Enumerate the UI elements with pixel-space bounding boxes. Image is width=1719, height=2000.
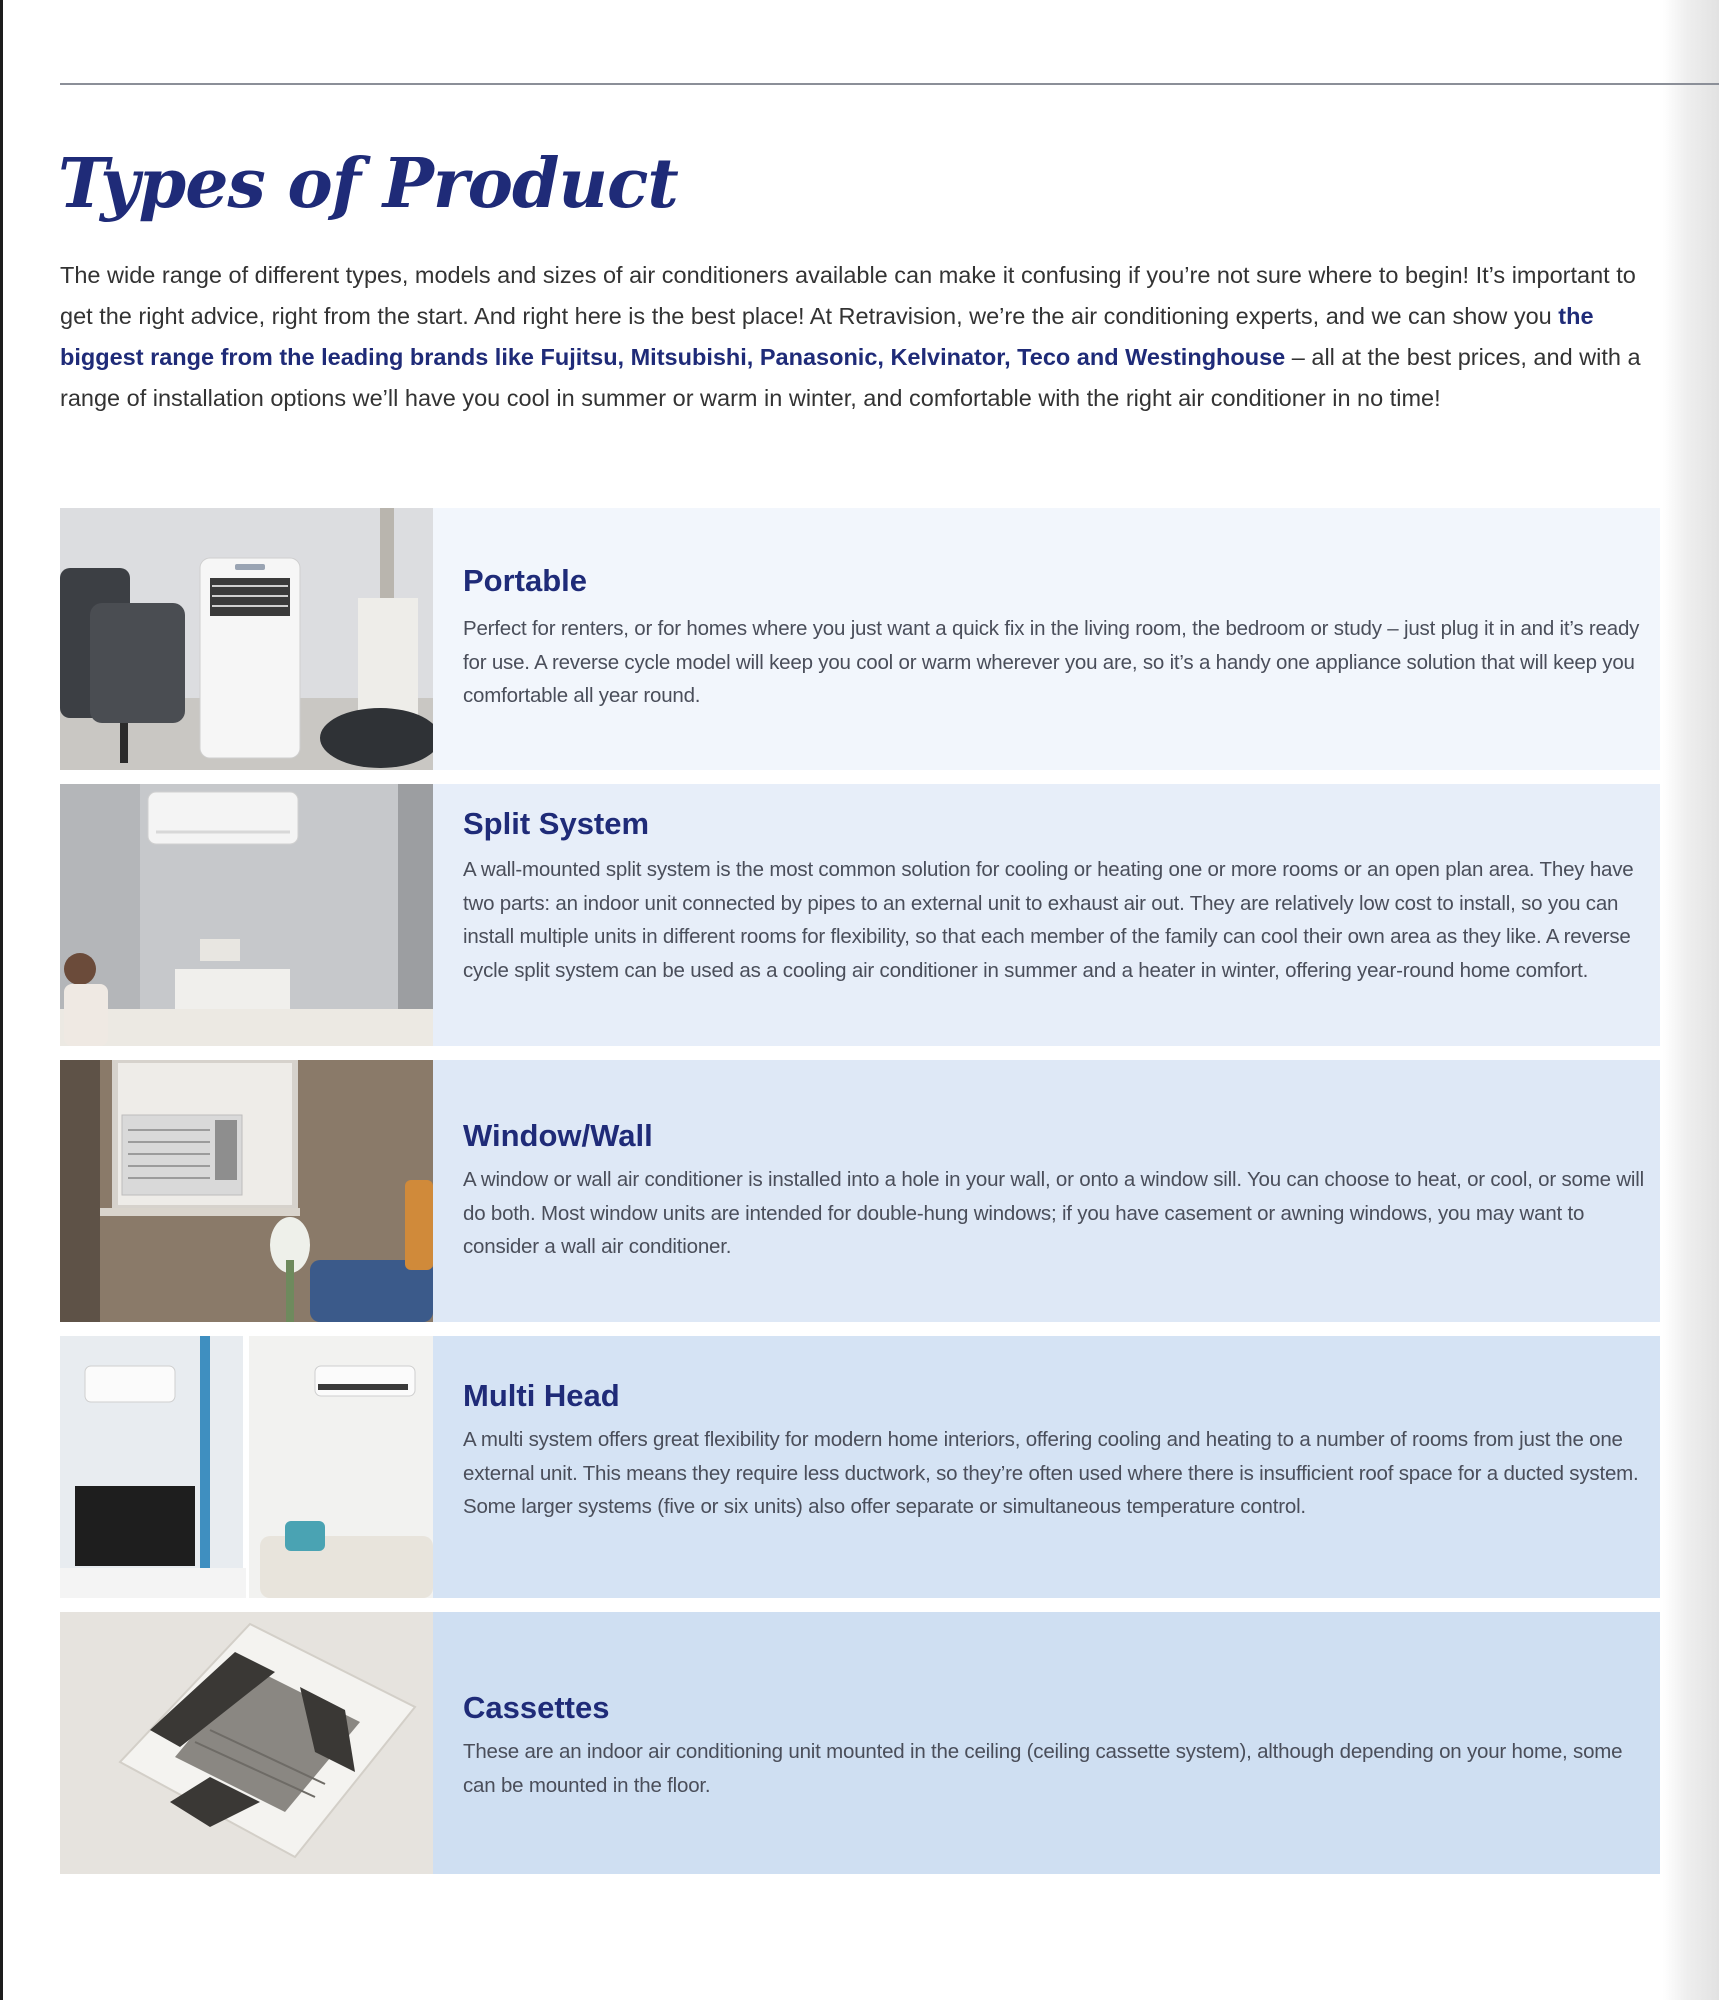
page-title: Types of Product: [58, 144, 678, 224]
multi-head-description: A multi system offers great flexibility for modern home interiors, offering cooling and heating to a number of rooms from just the one external unit. This means they require less ductwork, so they’re often used where there is insufficient roof space for a ducted system. Some larger systems (five or six units) also offer separate or simultaneous temperature control.: [463, 1428, 1639, 1518]
split-system-description: A wall-mounted split system is the most common solution for cooling or heating one or more rooms or an open plan area. They have two parts: an indoor unit connected by pipes to an external unit to exhaust air out. They are relatively low cost to install, so you can install multiple units in different rooms for flexibility, so that each member of the family can cool their own area as they like. A reverse cycle split system can be used as a cooling air conditioner in summer and a heater in winter, offering year-round home comfort.: [463, 858, 1634, 982]
portable-description: Perfect for renters, or for homes where you just want a quick fix in the living room, the bedroom or study – just plug it in and it’s ready for use. A reverse cycle model will keep you cool or warm wherever you are, so it’s a handy one appliance solution that will keep you comfortable all year round.: [463, 617, 1640, 707]
intro-text-end: – all at the best prices, and with a range of installation options we’ll have you cool in summer or warm in winter, and comfortable with the right air conditioner in no time!: [60, 344, 1641, 411]
split-system-text-panel: [433, 784, 1660, 1046]
window-wall-text-panel: [433, 1060, 1660, 1322]
page-curl-shadow: [1663, 0, 1719, 2000]
product-card-multi-head: [60, 1336, 1660, 1598]
portable-text-panel: [433, 508, 1660, 770]
intro-text-start: The wide range of different types, models and sizes of air conditioners available can make it confusing if you’re not sure where to begin! It’s important to get the right advice, right from the start. And right here is the best place! At Retravision, we’re the air conditioning experts, and we can show you: [60, 262, 1636, 329]
intro-brands-highlight: the biggest range from the leading brands like Fujitsu, Mitsubishi, Panasonic, Kelvinator, Teco and Westinghouse: [60, 303, 1594, 370]
cassettes-description: These are an indoor air conditioning unit mounted in the ceiling (ceiling cassette system), although depending on your home, some can be mounted in the floor.: [463, 1740, 1623, 1797]
multi-head-text-panel: [433, 1336, 1660, 1598]
product-card-portable: [60, 508, 1660, 770]
window-wall-description: A window or wall air conditioner is installed into a hole in your wall, or onto a window sill. You can choose to heat, or cool, or some will do both. Most window units are intended for double-hung windows; if you have casement or awning windows, you may want to consider a wall air conditioner.: [463, 1168, 1644, 1258]
intro-paragraph: [60, 255, 1660, 419]
multi-head-title: Multi Head: [463, 1378, 620, 1413]
multi-head-photo: [60, 1336, 433, 1598]
product-card-window-wall: [60, 1060, 1660, 1322]
page-left-edge: [0, 0, 3, 2000]
product-card-split-system: [60, 784, 1660, 1046]
portable-photo: [60, 508, 433, 770]
cassettes-title: Cassettes: [463, 1690, 610, 1725]
window-wall-photo: [60, 1060, 433, 1322]
split-system-photo: [60, 784, 433, 1046]
cassettes-text-panel: [433, 1612, 1660, 1874]
product-card-cassettes: [60, 1612, 1660, 1874]
portable-title: Portable: [463, 563, 588, 598]
split-system-title: Split System: [463, 806, 650, 841]
cassettes-photo: [60, 1612, 433, 1874]
window-wall-title: Window/Wall: [463, 1118, 653, 1153]
header-rule: [60, 83, 1719, 85]
